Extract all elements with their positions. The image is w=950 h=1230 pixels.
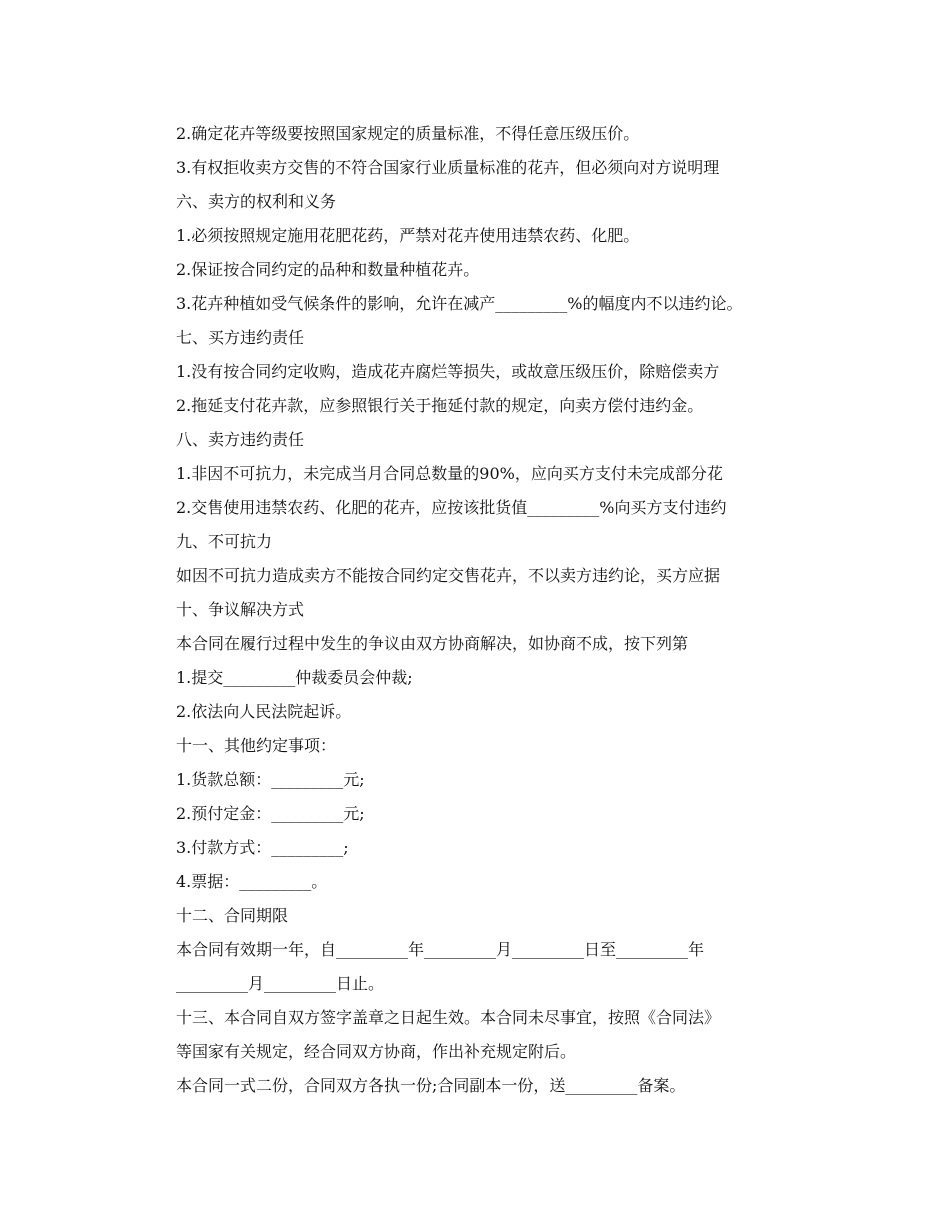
clause-buyer-breach-payment: 2.拖延支付花卉款，应参照银行关于拖延付款的规定，向卖方偿付违约金。 [176,396,704,415]
clause-total-amount: 1.货款总额：_________元; [176,770,365,789]
clause-seller-breach-quantity: 1.非因不可抗力，未完成当月合同总数量的90%，应向买方支付未完成部分花 [176,464,723,483]
section-heading-other-terms: 十一、其他约定事项： [176,736,337,755]
section-heading-force-majeure: 九、不可抗力 [176,532,273,551]
clause-buyer-breach-purchase: 1.没有按合同约定收购，造成花卉腐烂等损失，或故意压级压价，除赔偿卖方 [176,362,720,381]
section-heading-dispute: 十、争议解决方式 [176,600,305,619]
section-heading-seller-breach: 八、卖方违约责任 [176,430,305,449]
clause-deposit: 2.预付定金：_________元; [176,804,365,823]
clause-dispute-arbitration: 1.提交_________仲裁委员会仲裁; [176,668,413,687]
clause-effective-supplement: 等国家有关规定，经合同双方协商，作出补充规定附后。 [176,1042,577,1061]
clause-term-end: _________月_________日止。 [176,974,385,993]
clause-seller-fertilizer: 1.必须按照规定施用花肥花药，严禁对花卉使用违禁农药、化肥。 [176,226,640,245]
clause-seller-climate: 3.花卉种植如受气候条件的影响，允许在减产_________%的幅度内不以违约论。 [176,294,743,313]
clause-force-majeure: 如因不可抗力造成卖方不能按合同约定交售花卉，不以卖方违约论，买方应据 [176,566,721,585]
clause-seller-breach-pesticide: 2.交售使用违禁农药、化肥的花卉，应按该批货值_________%向买方支付违约 [176,498,727,517]
section-heading-term: 十二、合同期限 [176,906,289,925]
clause-dispute-intro: 本合同在履行过程中发生的争议由双方协商解决，如协商不成，按下列第 [176,634,689,653]
clause-dispute-court: 2.依法向人民法院起诉。 [176,702,352,721]
section-heading-effective: 十三、本合同自双方签字盖章之日起生效。本合同未尽事宜，按照《合同法》 [176,1008,721,1027]
clause-seller-varieties: 2.保证按合同约定的品种和数量种植花卉。 [176,260,480,279]
contract-text [176,117,826,1103]
section-heading-seller-rights: 六、卖方的权利和义务 [176,192,337,211]
clause-payment-method: 3.付款方式：_________; [176,838,349,857]
clause-buyer-reject: 3.有权拒收卖方交售的不符合国家行业质量标准的花卉，但必须向对方说明理 [176,158,720,177]
clause-buyer-grading: 2.确定花卉等级要按照国家规定的质量标准，不得任意压级压价。 [176,124,640,143]
section-heading-buyer-breach: 七、买方违约责任 [176,328,305,347]
clause-copies: 本合同一式二份，合同双方各执一份;合同副本一份，送_________备案。 [176,1076,686,1095]
clause-invoice: 4.票据：_________。 [176,872,328,891]
clause-term-start: 本合同有效期一年，自_________年_________月_________日至_________年 [176,940,705,959]
